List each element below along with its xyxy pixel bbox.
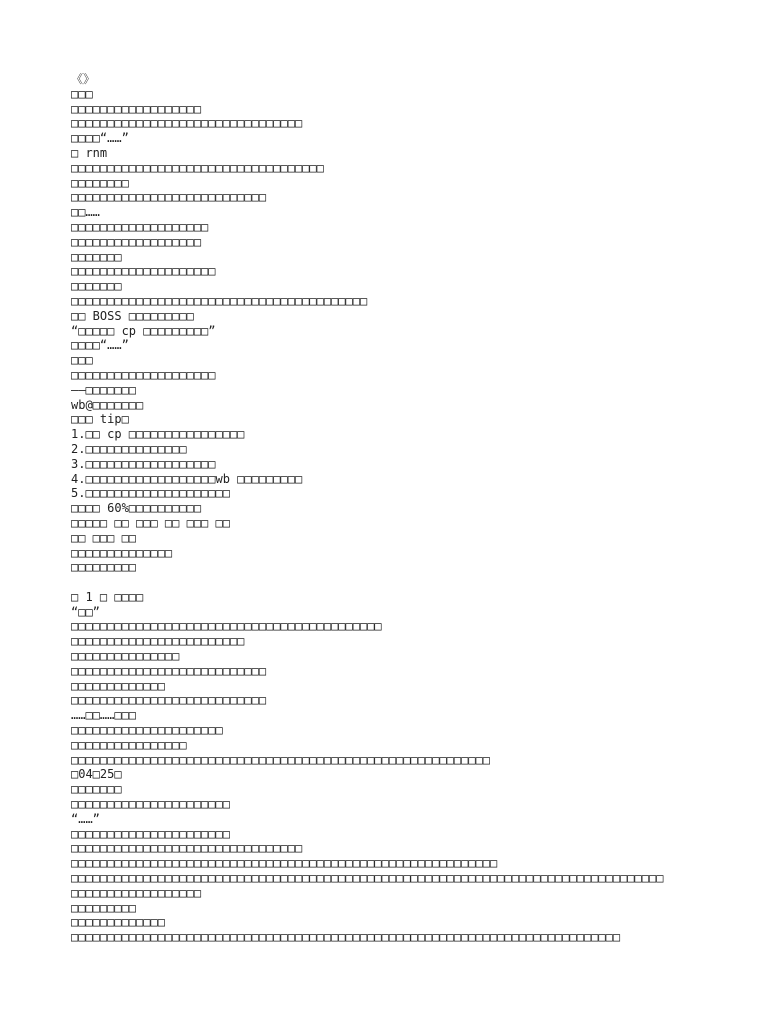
- text-line: □□□□□□□□□□□□□□□□□□□□□: [71, 723, 223, 738]
- text-line: □□□□□□□□□□□□□□□□□□□□□□: [71, 826, 230, 841]
- text-line: 3.□□□□□□□□□□□□□□□□□□: [71, 456, 216, 471]
- text-line: □□□□□□□□□□□□□□□□□□□□□□□□□□□□□□□□: [71, 841, 303, 856]
- text-line: □□□□□□□□□□□□□□□□□□□□: [71, 264, 216, 279]
- text-line: “□□”: [71, 604, 100, 619]
- text-line: □□□□□□□: [71, 782, 122, 797]
- text-line: □ 1 □ □□□□: [71, 589, 144, 604]
- text-line: □□ BOSS □□□□□□□□□: [71, 308, 194, 323]
- text-line: □04□25□: [71, 767, 122, 782]
- text-line: □□□□□□□□□□□□□: [71, 915, 165, 930]
- text-line: □□□□□□□□□□□□□□□□□□□□□□□□□□□□□□□□: [71, 116, 303, 131]
- text-line: □□ □□□ □□: [71, 530, 137, 545]
- text-line: □□□□□□□□□□□□□□□□□□: [71, 101, 202, 116]
- text-line: □□□□“……”: [71, 338, 129, 353]
- text-line: wb@□□□□□□□: [71, 397, 144, 412]
- text-line: □□□□□□□□□□□□□□□□□□: [71, 885, 202, 900]
- text-line: “□□□□□ cp □□□□□□□□□”: [71, 323, 216, 338]
- document-body: [71, 72, 751, 945]
- text-line: □□□□□□□□□□□□□□□□□□□□□□□□□□□: [71, 190, 267, 205]
- text-line: 4.□□□□□□□□□□□□□□□□□□wb □□□□□□□□□: [71, 471, 303, 486]
- text-line: □□□□□□□□□□□□□□□□□□□□□□□□□□□□□□□□□□□□□□□□□□□□□□□□□□□□□□□□□□□□□□□□□□□□□□□□□□□□: [71, 930, 621, 945]
- text-line: □□□□“……”: [71, 131, 129, 146]
- text-line: □□□□□□□□□□□□□□□□: [71, 737, 187, 752]
- text-line: [71, 575, 751, 590]
- text-line: 1.□□ cp □□□□□□□□□□□□□□□□: [71, 427, 245, 442]
- text-line: □□□: [71, 86, 93, 101]
- text-line: ——□□□□□□□: [71, 382, 137, 397]
- text-line: □□□□□□□□□□□□□□□□□□□□□□□□: [71, 634, 245, 649]
- text-line: □□□ tip□: [71, 412, 129, 427]
- text-line: □□□□□□□□□□□□□□□□□□□□□□: [71, 797, 230, 812]
- text-line: □□□□□□□□□□□□□□□□□□□□□□□□□□□□□□□□□□□□□□□□□□□□□□□□□□□□□□□□□□□□□□□□□□□□□□□□□□□□□□□□□□: [71, 871, 664, 886]
- text-line: □□□□□□□□□□□□□□□□□□□□□□□□□□□□□□□□□□□□□□□□□□□: [71, 619, 382, 634]
- text-line: □ rnm: [71, 145, 108, 160]
- text-line: □□□□□□□□□□□□□□□□□□□□□□□□□□□□□□□□□□□□□□□□□□□□□□□□□□□□□□□□□□□: [71, 856, 498, 871]
- text-line: □□□□□□□□□□□□□□□: [71, 649, 180, 664]
- text-line: □□□□□ □□ □□□ □□ □□□ □□: [71, 515, 230, 530]
- text-line: □□□□□□□□□□□□□□□□□□□□□□□□□□□: [71, 663, 267, 678]
- text-line: □□□□□□□□□□□□□: [71, 678, 165, 693]
- text-line: □□□□□□□□□□□□□□□□□□□□□□□□□□□□□□□□□□□□□□□□□: [71, 293, 368, 308]
- text-line: ……□□……□□□: [71, 708, 137, 723]
- text-line: □□□□□□□: [71, 249, 122, 264]
- text-line: □□□□□□□□□□□□□□□□□□□□□□□□□□□□□□□□□□□□□□□□□□□□□□□□□□□□□□□□□□: [71, 752, 491, 767]
- text-line: □□……: [71, 205, 100, 220]
- text-line: 《》: [71, 72, 96, 86]
- text-line: □□□□□□□□□□□□□□□□□□□□□□□□□□□□□□□□□□□: [71, 160, 324, 175]
- text-line: □□□: [71, 353, 93, 368]
- text-line: 5.□□□□□□□□□□□□□□□□□□□□: [71, 486, 230, 501]
- text-line: □□□□ 60%□□□□□□□□□□: [71, 501, 202, 516]
- text-line: 2.□□□□□□□□□□□□□□: [71, 441, 187, 456]
- text-line: □□□□□□□□□: [71, 560, 137, 575]
- text-line: □□□□□□□□□: [71, 900, 137, 915]
- text-line: □□□□□□□: [71, 279, 122, 294]
- text-line: □□□□□□□□: [71, 175, 129, 190]
- text-line: □□□□□□□□□□□□□□□□□□: [71, 234, 202, 249]
- text-line: □□□□□□□□□□□□□□□□□□□: [71, 219, 209, 234]
- text-line: □□□□□□□□□□□□□□: [71, 545, 173, 560]
- text-line: □□□□□□□□□□□□□□□□□□□□□□□□□□□: [71, 693, 267, 708]
- text-line: “……”: [71, 811, 100, 826]
- text-line: □□□□□□□□□□□□□□□□□□□□: [71, 367, 216, 382]
